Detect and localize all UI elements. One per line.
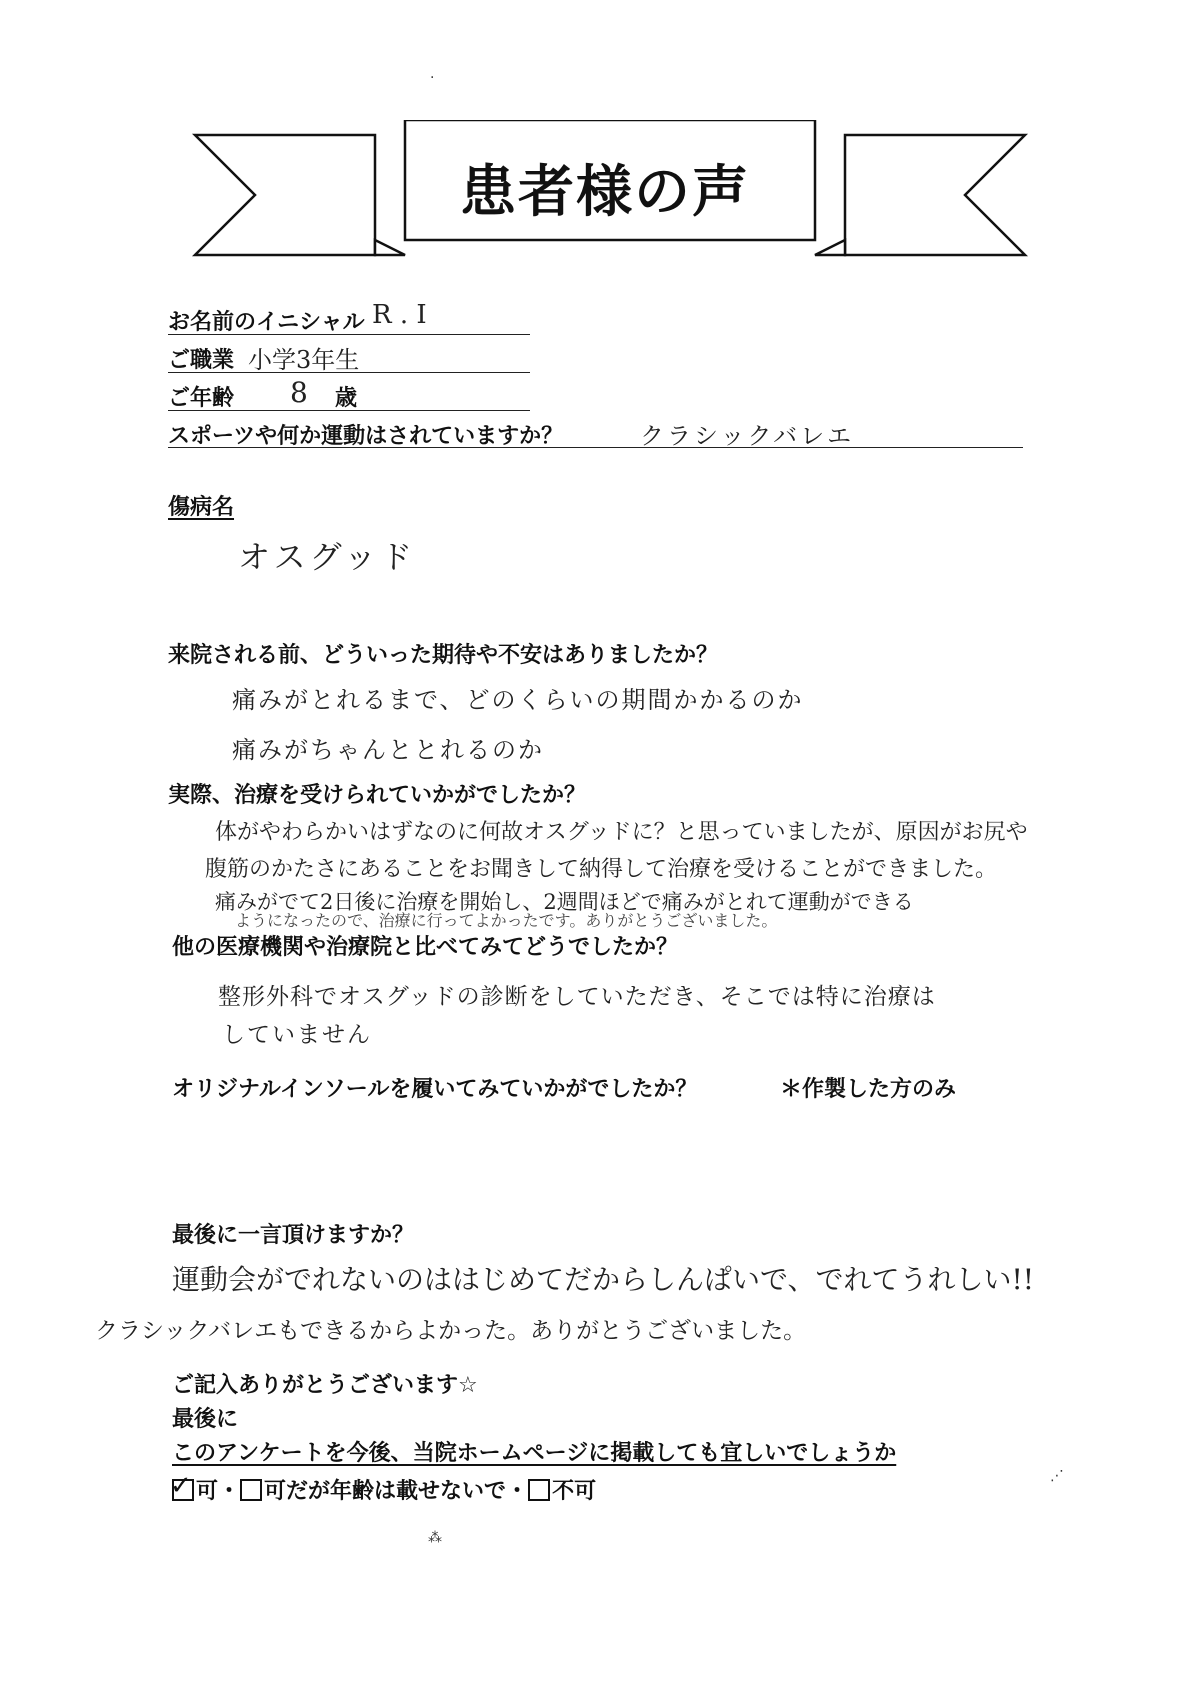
checkbox-agree-no-age[interactable] (240, 1479, 262, 1501)
check-mark: ✓ (170, 1471, 192, 1501)
checkbox-agree[interactable] (170, 1471, 194, 1501)
option-agree-label: 可 (196, 1479, 219, 1504)
sports-underline (168, 447, 1023, 448)
thanks-text: ご記入ありがとうございます☆ (172, 1373, 478, 1398)
injury-value: オスグッド (238, 538, 417, 576)
scan-speck: ⁂ (428, 1530, 442, 1546)
ribbon-left-fold (375, 240, 405, 255)
age-value: 8 (290, 376, 308, 409)
job-underline (168, 372, 530, 373)
before-answer-2: 痛みがちゃんととれるのか (232, 736, 544, 764)
option-disagree-label: 不可 (552, 1479, 597, 1504)
treatment-answer-3: 痛みがでて2日後に治療を開始し、2週間ほどで痛みがとれて運動ができる (215, 890, 914, 914)
initial-value: R . I (372, 300, 427, 330)
last-word-answer-2: クラシックバレエもできるからよかった。ありがとうございました。 (95, 1318, 807, 1344)
other-answer-1: 整形外科でオスグッドの診断をしていただき、そこでは特に治療は (218, 984, 936, 1010)
age-underline (168, 410, 530, 411)
option-agree-no-age-label: 可だが年齢は載せないで (264, 1479, 507, 1504)
age-label: ご年齢 (168, 386, 235, 411)
sports-label: スポーツや何か運動はされていますか？ (168, 424, 564, 449)
other-question: 他の医療機関や治療院と比べてみてどうでしたか？ (172, 935, 679, 960)
insole-note: ＊作製した方のみ (780, 1077, 957, 1102)
before-question: 来院される前、どういった期待や不安はありましたか？ (168, 643, 719, 668)
injury-label: 傷病名 (168, 495, 235, 520)
sports-value: クラシックバレエ (640, 422, 855, 450)
ribbon-left-tail (195, 135, 375, 255)
job-label: ご職業 (168, 348, 235, 373)
consent-options (170, 1471, 597, 1505)
before-answer-1: 痛みがとれるまで、どのくらいの期間かかるのか (232, 686, 804, 714)
last-label: 最後に (172, 1407, 239, 1432)
last-word-answer-1: 運動会がでれないのははじめてだからしんぱいで、でれてうれしい!! (172, 1263, 1034, 1296)
other-answer-2: していません (222, 1022, 372, 1048)
insole-question: オリジナルインソールを履いてみていかがでしたか？ (172, 1077, 698, 1102)
page-title: 患者様の声 (460, 160, 750, 225)
consent-question: このアンケートを今後、当院ホームページに掲載しても宜しいでしょうか (172, 1441, 897, 1466)
initial-underline (168, 334, 530, 335)
checkbox-disagree[interactable] (528, 1479, 550, 1501)
last-word-question: 最後に一言頂けますか？ (172, 1223, 415, 1248)
ribbon-right-tail (845, 135, 1025, 255)
option-separator: ・ (218, 1479, 241, 1504)
treatment-answer-2: 腹筋のかたさにあることをお聞きして納得して治療を受けることができました。 (205, 857, 998, 882)
scan-speck: · (430, 70, 435, 86)
age-unit: 歳 (335, 386, 358, 411)
scan-speck: ⋰ (1050, 1468, 1064, 1484)
treatment-answer-1: 体がやわらかいはずなのに何故オスグッドに？と思っていましたが、原因がお尻や (215, 820, 1028, 845)
job-value: 小学3年生 (248, 346, 360, 374)
ribbon-right-fold (815, 240, 845, 255)
treatment-answer-4: ようになったので、治療に行ってよかったです。ありがとうございました。 (235, 911, 778, 930)
option-separator: ・ (506, 1479, 529, 1504)
initial-label: お名前のイニシャル (168, 310, 365, 335)
treatment-question: 実際、治療を受けられていかがでしたか？ (168, 783, 587, 808)
